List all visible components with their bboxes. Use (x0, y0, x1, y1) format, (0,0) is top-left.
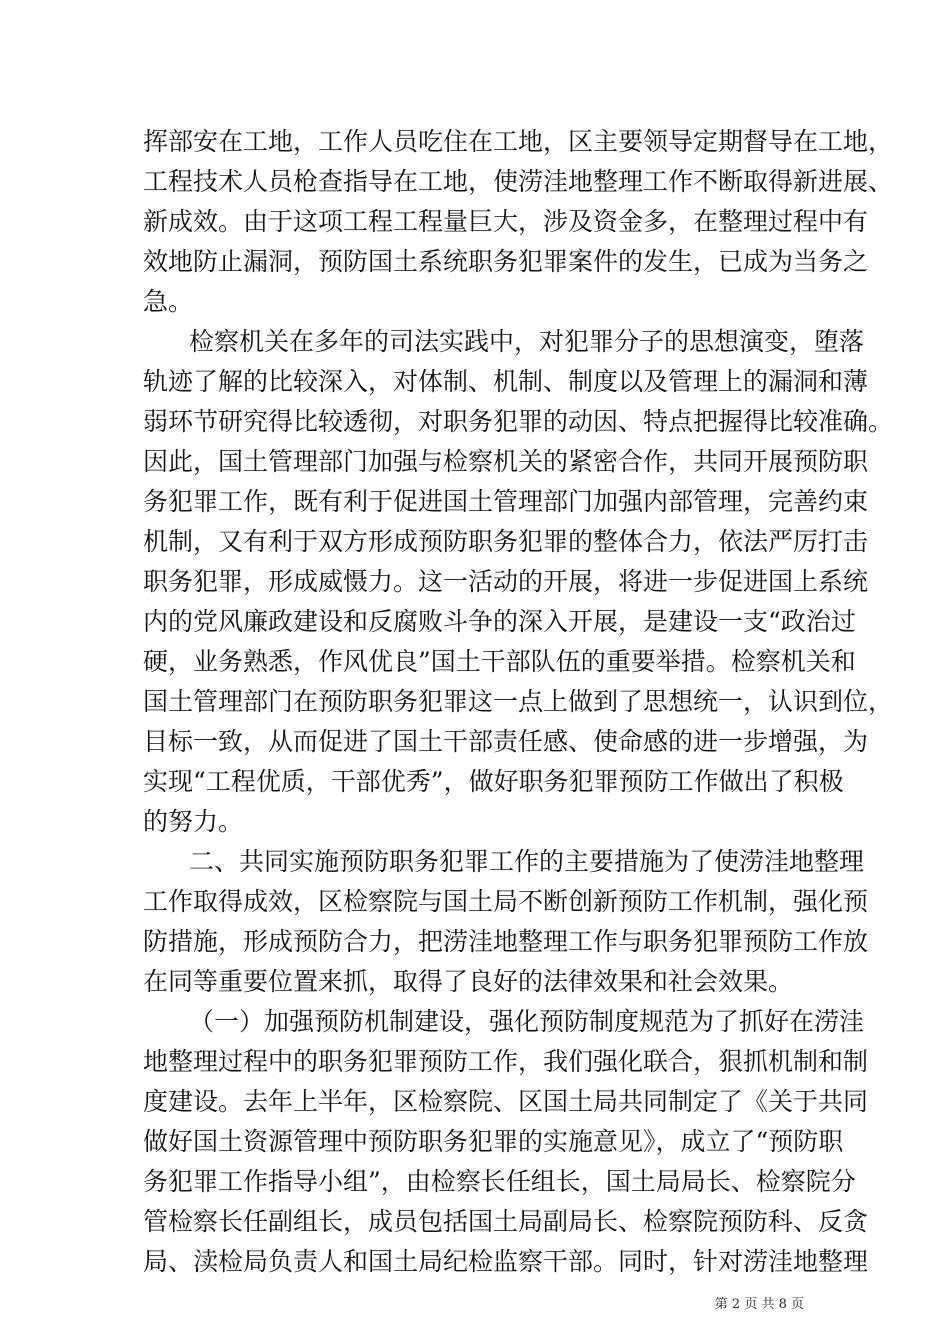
body-text-line: 做好国土资源管理中预防职务犯罪的实施意见》，成立了“预防职 (143, 1127, 844, 1156)
body-text-line: 工作取得成效，区检察院与国土局不断创新预防工作机制，强化预 (143, 887, 869, 916)
body-text-line: 硬，业务熟悉，作风优良”国土干部队伍的重要举措。检察机关和 (143, 647, 856, 676)
body-text-line: 地整理过程中的职务犯罪预防工作，我们强化联合，狠抓机制和制 (143, 1047, 869, 1076)
body-text-line: 急。 (143, 287, 194, 316)
body-text-line: 机制，又有利于双方形成预防职务犯罪的整体合力，依法严厉打击 (143, 527, 869, 556)
body-text-line: 管检察长任副组长，成员包括国土局副局长、检察院预防科、反贪 (143, 1207, 869, 1236)
section-heading-line: 二、共同实施预防职务犯罪工作的主要措施为了使涝洼地整理 (189, 847, 865, 876)
body-text-line: 的努力。 (143, 807, 244, 836)
body-text-line: 度建设。去年上半年，区检察院、区国土局共同制定了《关于共同 (143, 1087, 869, 1116)
paragraph-first-line: 检察机关在多年的司法实践中，对犯罪分子的思想演变，堕落 (189, 327, 865, 356)
body-text-line: 内的党风廉政建设和反腐败斗争的深入开展，是建设一支“政治过 (143, 607, 856, 636)
body-text-line: 职务犯罪，形成威慑力。这一活动的开展，将进一步促进国上系统 (143, 567, 869, 596)
body-text-line: 防措施，形成预防合力，把涝洼地整理工作与职务犯罪预防工作放 (143, 927, 869, 956)
body-text-line: 局、渎检局负责人和国土局纪检监察干部。同时，针对涝洼地整理 (143, 1247, 869, 1276)
body-text-line: 轨迹了解的比较深入，对体制、机制、制度以及管理上的漏洞和薄 (143, 367, 869, 396)
body-text-line: 务犯罪工作指导小组”，由检察长任组长，国土局局长、检察院分 (143, 1167, 856, 1196)
page-number-footer: 第 2 页 共 8 页 (714, 1297, 804, 1312)
subsection-heading-line: （一）加强预防机制建设，强化预防制度规范为了抓好在涝洼 (189, 1007, 865, 1036)
body-text-line: 目标一致，从而促进了国土干部责任感、使命感的进一步增强，为 (143, 727, 869, 756)
body-text-line: 工程技术人员枪查指导在工地，使涝洼地整理工作不断取得新进展、 (143, 167, 894, 196)
body-text-line: 弱环节研究得比较透彻，对职务犯罪的动因、特点把握得比较准确。 (143, 407, 894, 436)
body-text-line: 务犯罪工作，既有利于促进国土管理部门加强内部管理，完善约束 (143, 487, 869, 516)
body-text-line: 实现“工程优质，干部优秀”，做好职务犯罪预防工作做出了积极 (143, 767, 844, 796)
body-text-line: 国土管理部门在预防职务犯罪这一点上做到了思想统一，认识到位， (143, 687, 894, 716)
body-text-line: 在同等重要位置来抓，取得了良好的法律效果和社会效果。 (143, 967, 794, 996)
body-text-line: 新成效。由于这项工程工程量巨大，涉及资金多，在整理过程中有 (143, 207, 869, 236)
body-text-line: 因此，国土管理部门加强与检察机关的紧密合作，共同开展预防职 (143, 447, 869, 476)
body-text-line: 效地防止漏洞，预防国土系统职务犯罪案件的发生，已成为当务之 (143, 247, 869, 276)
body-text-line: 挥部安在工地，工作人员吃住在工地，区主要领导定期督导在工地， (143, 127, 894, 156)
